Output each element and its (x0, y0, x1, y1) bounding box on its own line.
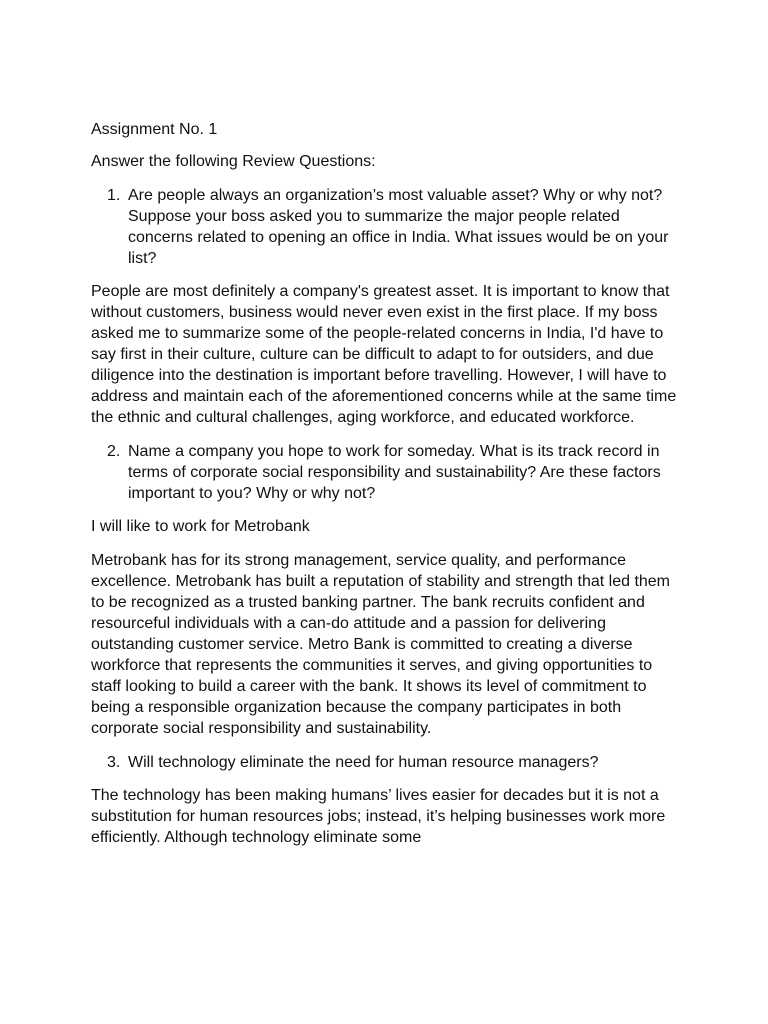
document-body (91, 119, 681, 861)
question-number: 1. (107, 187, 121, 204)
question-2 (107, 441, 681, 504)
answer-1: People are most definitely a company's greatest asset. It is important to know that without customers, business would never even exist in the first place. If my boss asked me to summarize some of the people-related concerns in India, I'd have to say first in their culture, culture can be difficult to adapt to for outsiders, and due diligence into the destination is important before travelling. However, I will have to address and maintain each of the aforementioned concerns while at the same time the ethnic and cultural challenges, aging workforce, and educated workforce. (91, 283, 677, 426)
assignment-title: Assignment No. 1 (91, 121, 218, 138)
question-text: Name a company you hope to work for someday. What is its track record in terms of corporate social responsibility and sustainability? Are these factors important to you? Why or why not? (128, 443, 661, 502)
answer-2-intro: I will like to work for Metrobank (91, 518, 310, 535)
answer-2: Metrobank has for its strong management, service quality, and performance excellence. Metrobank has built a reputation of stability and strength that led them to be recognized as a trusted banking partner. The bank recruits confident and resourceful individuals with a can-do attitude and a passion for delivering outstanding customer service. Metro Bank is committed to creating a diverse workforce that represents the communities it serves, and giving opportunities to staff looking to build a career with the bank. It shows its level of commitment to being a responsible organization because the company participates in both corporate social responsibility and sustainability. (91, 552, 671, 737)
question-number: 3. (107, 754, 121, 771)
instructions: Answer the following Review Questions: (91, 153, 376, 170)
question-number: 2. (107, 443, 121, 460)
question-text: Will technology eliminate the need for human resource managers? (128, 754, 599, 771)
question-3 (107, 752, 681, 773)
answer-3: The technology has been making humans’ lives easier for decades but it is not a substitution for human resources jobs; instead, it’s helping businesses work more efficiently. Although technology eliminate some (91, 787, 666, 846)
question-1 (107, 185, 681, 269)
question-text: Are people always an organization’s most valuable asset? Why or why not? Suppose your boss asked you to summarize the major people related concerns related to opening an office in India. What issues would be on your list? (128, 187, 669, 267)
